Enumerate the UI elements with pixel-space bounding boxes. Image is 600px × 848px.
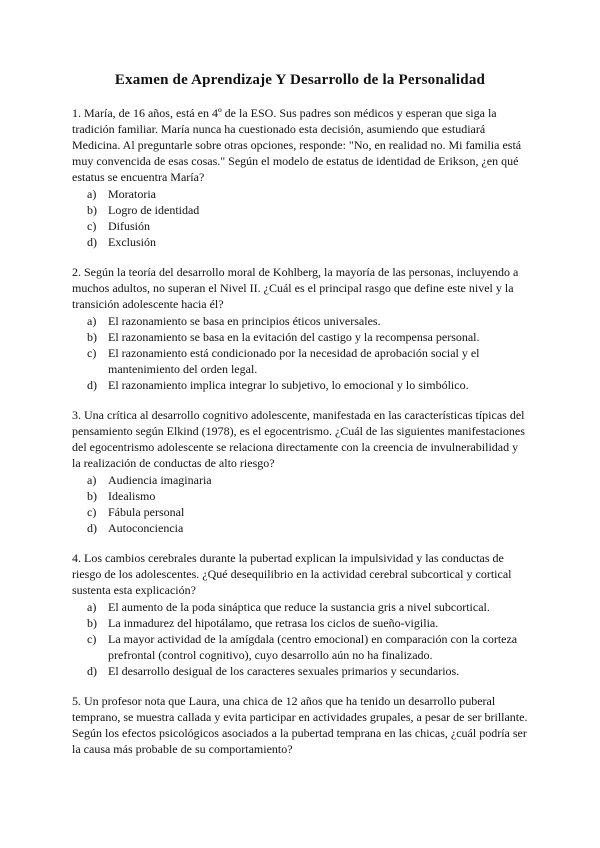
- question-2: [72, 264, 528, 393]
- option-a: [72, 472, 528, 488]
- question-text: 4. Los cambios cerebrales durante la pubertad explican la impulsividad y las conductas de riesgo de los adolescentes. ¿Qué desequilibrio en la actividad cerebral subcortical y cortical sustenta esta explicación?: [72, 551, 512, 597]
- option-letter: d): [87, 664, 97, 678]
- option-d: [72, 520, 528, 536]
- option-text: Audiencia imaginaria: [108, 473, 212, 487]
- options-list: [72, 313, 528, 393]
- options-list: [72, 186, 528, 250]
- option-text: El razonamiento está condicionado por la necesidad de aprobación social y el mantenimiento del orden legal.: [108, 346, 480, 376]
- option-letter: d): [87, 235, 97, 249]
- option-text: El desarrollo desigual de los caracteres sexuales primarios y secundarios.: [108, 664, 460, 678]
- options-list: [72, 599, 528, 679]
- question-text: 2. Según la teoría del desarrollo moral de Kohlberg, la mayoría de las personas, incluyendo a muchos adultos, no superan el Nivel II. ¿Cuál es el principal rasgo que define este nivel y la transición adolescente hacia él?: [72, 265, 519, 311]
- question-4: [72, 550, 528, 679]
- option-text: Logro de identidad: [108, 203, 200, 217]
- options-list: [72, 472, 528, 536]
- option-b: [72, 488, 528, 504]
- option-text: Moratoria: [108, 187, 156, 201]
- option-letter: d): [87, 521, 97, 535]
- option-letter: b): [87, 616, 97, 630]
- option-letter: a): [87, 187, 97, 201]
- option-c: [72, 504, 528, 520]
- option-letter: b): [87, 330, 97, 344]
- option-text: El aumento de la poda sináptica que reduce la sustancia gris a nivel subcortical.: [108, 600, 490, 614]
- question-3: [72, 407, 528, 536]
- option-letter: b): [87, 489, 97, 503]
- option-letter: a): [87, 314, 97, 328]
- option-letter: d): [87, 378, 97, 392]
- option-text: El razonamiento implica integrar lo subjetivo, lo emocional y lo simbólico.: [108, 378, 469, 392]
- option-text: Fábula personal: [108, 505, 185, 519]
- question-5: [72, 693, 528, 757]
- option-b: [72, 202, 528, 218]
- option-c: [72, 345, 528, 377]
- option-b: [72, 329, 528, 345]
- option-text: El razonamiento se basa en la evitación del castigo y la recompensa personal.: [108, 330, 480, 344]
- option-text: Exclusión: [108, 235, 156, 249]
- option-text: El razonamiento se basa en principios éticos universales.: [108, 314, 381, 328]
- question-text: 5. Un profesor nota que Laura, una chica de 12 años que ha tenido un desarrollo puberal temprano, se muestra callada y evita participar en actividades grupales, a pesar de ser brillante. Según los efectos psicológicos asociados a la pubertad temprana en las chicas, ¿cuál podría ser la causa más probable de su comportamiento?: [72, 694, 528, 756]
- option-a: [72, 599, 528, 615]
- option-c: [72, 631, 528, 663]
- option-text: Difusión: [108, 219, 150, 233]
- option-text: Autoconciencia: [108, 521, 184, 535]
- option-letter: c): [87, 346, 97, 360]
- option-letter: a): [87, 600, 97, 614]
- option-d: [72, 377, 528, 393]
- option-letter: c): [87, 632, 97, 646]
- option-a: [72, 313, 528, 329]
- option-letter: b): [87, 203, 97, 217]
- exam-page: [72, 72, 528, 771]
- option-text: La inmadurez del hipotálamo, que retrasa los ciclos de sueño-vigilia.: [108, 616, 439, 630]
- option-a: [72, 186, 528, 202]
- option-b: [72, 615, 528, 631]
- question-text: 3. Una crítica al desarrollo cognitivo adolescente, manifestada en las características típicas del pensamiento según Elkind (1978), es el egocentrismo. ¿Cuál de las siguientes manifestaciones del egocentrismo adolescente se relaciona directamente con la creencia de invulnerabilidad y la realización de conductas de alto riesgo?: [72, 408, 525, 470]
- question-text: 1. María, de 16 años, está en 4º de la ESO. Sus padres son médicos y esperan que siga la tradición familiar. María nunca ha cuestionado esta decisión, asumiendo que estudiará Medicina. Al preguntarle sobre otras opciones, responde: "No, en realidad no. Mi familia está muy convencida de esas cosas." Según el modelo de estatus de identidad de Erikson, ¿en qué estatus se encuentra María?: [72, 106, 522, 184]
- option-text: La mayor actividad de la amígdala (centro emocional) en comparación con la corteza prefrontal (control cognitivo), cuyo desarrollo aún no ha finalizado.: [108, 632, 518, 662]
- option-letter: c): [87, 505, 97, 519]
- exam-title: Examen de Aprendizaje Y Desarrollo de la Personalidad: [114, 72, 486, 88]
- option-d: [72, 234, 528, 250]
- option-letter: c): [87, 219, 97, 233]
- option-c: [72, 218, 528, 234]
- option-text: Idealismo: [108, 489, 156, 503]
- option-letter: a): [87, 473, 97, 487]
- question-1: [72, 105, 528, 250]
- option-d: [72, 663, 528, 679]
